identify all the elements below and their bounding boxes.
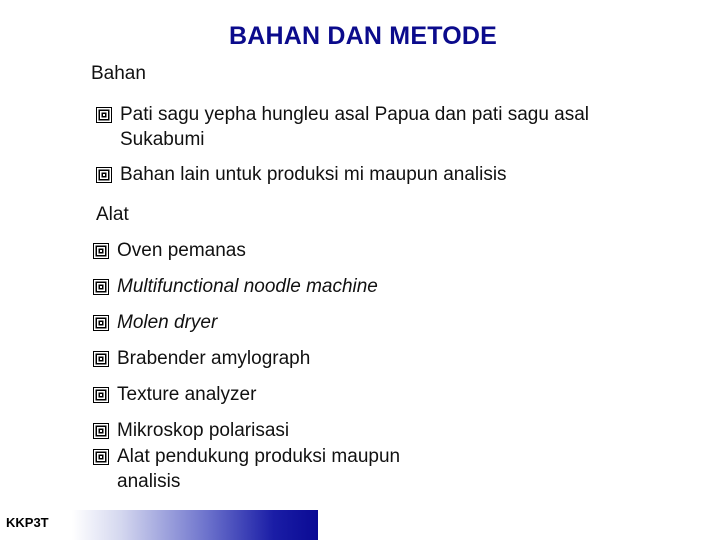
square-spiral-bullet-icon	[93, 449, 109, 465]
list-item-bahan-2	[96, 162, 616, 187]
list-item-text: Oven pemanas	[117, 240, 246, 261]
list-item-text: Molen dryer	[117, 312, 218, 333]
footer-label: KKP3T	[6, 515, 49, 530]
list-item-text: Multifunctional noodle machine	[117, 276, 378, 297]
list-item-alat-2	[93, 274, 613, 299]
square-spiral-bullet-icon	[93, 243, 109, 259]
list-item-text: Mikroskop polarisasi	[117, 420, 290, 441]
list-item-alat-4	[93, 346, 613, 371]
section-label-alat: Alat	[96, 204, 129, 225]
list-item-text: Alat pendukung produksi maupun analisis	[117, 446, 401, 492]
list-item-alat-5	[93, 382, 613, 407]
list-item-text: Bahan lain untuk produksi mi maupun analisis	[120, 164, 507, 185]
list-item-alat-3	[93, 310, 613, 335]
square-spiral-bullet-icon	[93, 423, 109, 439]
list-item-text: Texture analyzer	[117, 384, 257, 405]
square-spiral-bullet-icon	[93, 351, 109, 367]
list-item-text: Brabender amylograph	[117, 348, 311, 369]
footer-gradient-bar	[72, 510, 318, 540]
list-item-alat-1	[93, 238, 613, 263]
section-label-bahan: Bahan	[91, 63, 146, 84]
square-spiral-bullet-icon	[96, 167, 112, 183]
square-spiral-bullet-icon	[93, 279, 109, 295]
square-spiral-bullet-icon	[96, 107, 112, 123]
square-spiral-bullet-icon	[93, 387, 109, 403]
slide-title: BAHAN DAN METODE	[228, 22, 498, 50]
list-item-alat-7	[93, 444, 433, 494]
list-item-bahan-1	[96, 102, 596, 152]
list-item-alat-6	[93, 418, 613, 443]
list-item-text: Pati sagu yepha hungleu asal Papua dan pati sagu asal Sukabumi	[120, 104, 590, 150]
square-spiral-bullet-icon	[93, 315, 109, 331]
